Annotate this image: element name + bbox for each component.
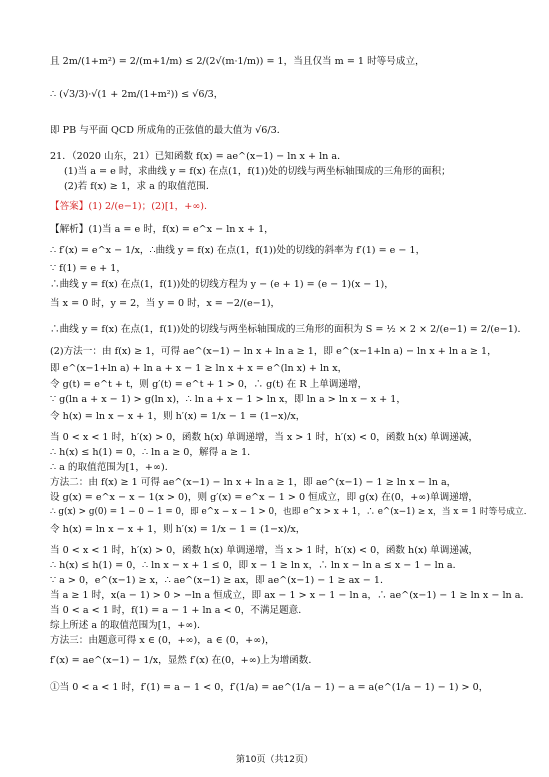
- text-line: 当 0 < a < 1 时，f(1) = a − 1 + ln a < 0，不满足题意．: [50, 605, 308, 616]
- text-line: 令 h(x) = ln x − x + 1，则 h′(x) = 1/x − 1 = (1−x)/x，: [50, 411, 306, 422]
- text-line: 方法三：由题意可得 x ∈ (0，+∞)，a ∈ (0，+∞)，: [50, 635, 275, 646]
- text-line: 当 0 < x < 1 时，h′(x) > 0，函数 h(x) 单调递增，当 x > 1 时，h′(x) < 0，函数 h(x) 单调递减，: [50, 432, 479, 443]
- text-line: ∵ f(1) = e + 1，: [50, 263, 126, 274]
- text-line: 设 g(x) = e^x − x − 1(x > 0)，则 g′(x) = e^x − 1 > 0 恒成立，即 g(x) 在(0，+∞)单调递增，: [50, 492, 479, 503]
- text-line: ∴曲线 y = f(x) 在点(1，f(1))处的切线方程为 y − (e + 1) = (e − 1)(x − 1)，: [50, 279, 394, 290]
- text-line: ∴ (√3/3)·√(1 + 2m/(1+m²)) ≤ √6/3，: [50, 89, 224, 100]
- text-line: 综上所述 a 的取值范围为[1，+∞)．: [50, 620, 207, 631]
- text-line: 当 0 < x < 1 时，h′(x) > 0，函数 h(x) 单调递增，当 x > 1 时，h′(x) < 0，函数 h(x) 单调递减，: [50, 545, 479, 556]
- answer-line: 【答案】(1) 2/(e−1)；(2)[1，+∞)．: [50, 201, 214, 212]
- text-line: ∴曲线 y = f(x) 在点(1，f(1))处的切线与两坐标轴围成的三角形的面积为 S = ½ × 2 × 2/(e−1) = 2/(e−1)．: [50, 324, 528, 335]
- question-part-1: (1)当 a = e 时，求曲线 y = f(x) 在点(1，f(1))处的切线与两坐标轴围成的三角形的面积；: [64, 166, 451, 177]
- text-line: f′(x) = ae^(x−1) − 1/x，显然 f′(x) 在(0，+∞)上为增函数．: [50, 655, 318, 666]
- question-part-2: (2)若 f(x) ≥ 1，求 a 的取值范围．: [64, 181, 216, 192]
- question-heading: 21．（2020 山东，21）已知函数 f(x) = ae^(x−1) − ln x + ln a．: [50, 151, 347, 162]
- text-line: 方法二：由 f(x) ≥ 1 可得 ae^(x−1) − ln x + ln a ≥ 1，即 ae^(x−1) − 1 ≥ ln x − ln a，: [50, 477, 457, 488]
- text-line: 当 a ≥ 1 时，x(a − 1) > 0 > −ln a 恒成立，即 ax − 1 > x − 1 − ln a，∴ ae^(x−1) − 1 ≥ ln x − ln a．: [50, 590, 531, 601]
- text-line: 当 x = 0 时，y = 2，当 y = 0 时，x = −2/(e−1)，: [50, 298, 281, 309]
- text-line: ∴ h(x) ≤ h(1) = 0，∴ ln a ≥ 0，解得 a ≥ 1．: [50, 447, 257, 458]
- text-line: (2)方法一：由 f(x) ≥ 1，可得 ae^(x−1) − ln x + ln a ≥ 1，即 e^(x−1+ln a) − ln x + ln a ≥ 1，: [50, 346, 497, 357]
- text-line: ∴ h(x) ≤ h(1) = 0，∴ ln x − x + 1 ≤ 0，即 x − 1 ≥ ln x，∴ ln x − ln a ≤ x − 1 − ln a．: [50, 560, 463, 571]
- text-line: 且 2m/(1+m²) = 2/(m+1/m) ≤ 2/(2√(m·1/m)) = 1，当且仅当 m = 1 时等号成立，: [50, 56, 425, 67]
- page-footer: 第10页（共12页）: [236, 755, 313, 765]
- text-line: ∴ a 的取值范围为[1，+∞)．: [50, 462, 175, 473]
- text-line: ∴ g(x) > g(0) = 1 − 0 − 1 = 0，即 e^x − x − 1 > 0，也即 e^x > x + 1，∴ e^(x−1) ≥ x，当 x = 1 时等号成立．: [50, 507, 533, 517]
- text-line: ①当 0 < a < 1 时，f′(1) = a − 1 < 0，f′(1/a) = ae^(1/a − 1) − a = a(e^(1/a − 1) − 1) > 0，: [50, 682, 489, 693]
- text-line: 令 h(x) = ln x − x + 1，则 h′(x) = 1/x − 1 = (1−x)/x，: [50, 524, 306, 535]
- text-line: ∵ a > 0，e^(x−1) ≥ x，∴ ae^(x−1) ≥ ax，即 ae^(x−1) − 1 ≥ ax − 1．: [50, 575, 390, 586]
- text-line: 即 PB 与平面 QCD 所成角的正弦值的最大值为 √6/3．: [50, 125, 287, 136]
- text-line: 即 e^(x−1+ln a) + ln a + x − 1 ≥ ln x + x = e^(ln x) + ln x，: [50, 363, 348, 374]
- text-line: ∴ f′(x) = e^x − 1/x，∴曲线 y = f(x) 在点(1，f(1))处的切线的斜率为 f′(1) = e − 1，: [50, 245, 426, 256]
- text-line: ∵ g(ln a + x − 1) > g(ln x)，∴ ln a + x − 1 > ln x，即 ln a > ln x − x + 1，: [50, 394, 406, 405]
- text-line: 令 g(t) = e^t + t，则 g′(t) = e^t + 1 > 0，∴ g(t) 在 R 上单调递增，: [50, 379, 368, 390]
- text-line: 【解析】(1)当 a = e 时，f(x) = e^x − ln x + 1，: [50, 224, 274, 235]
